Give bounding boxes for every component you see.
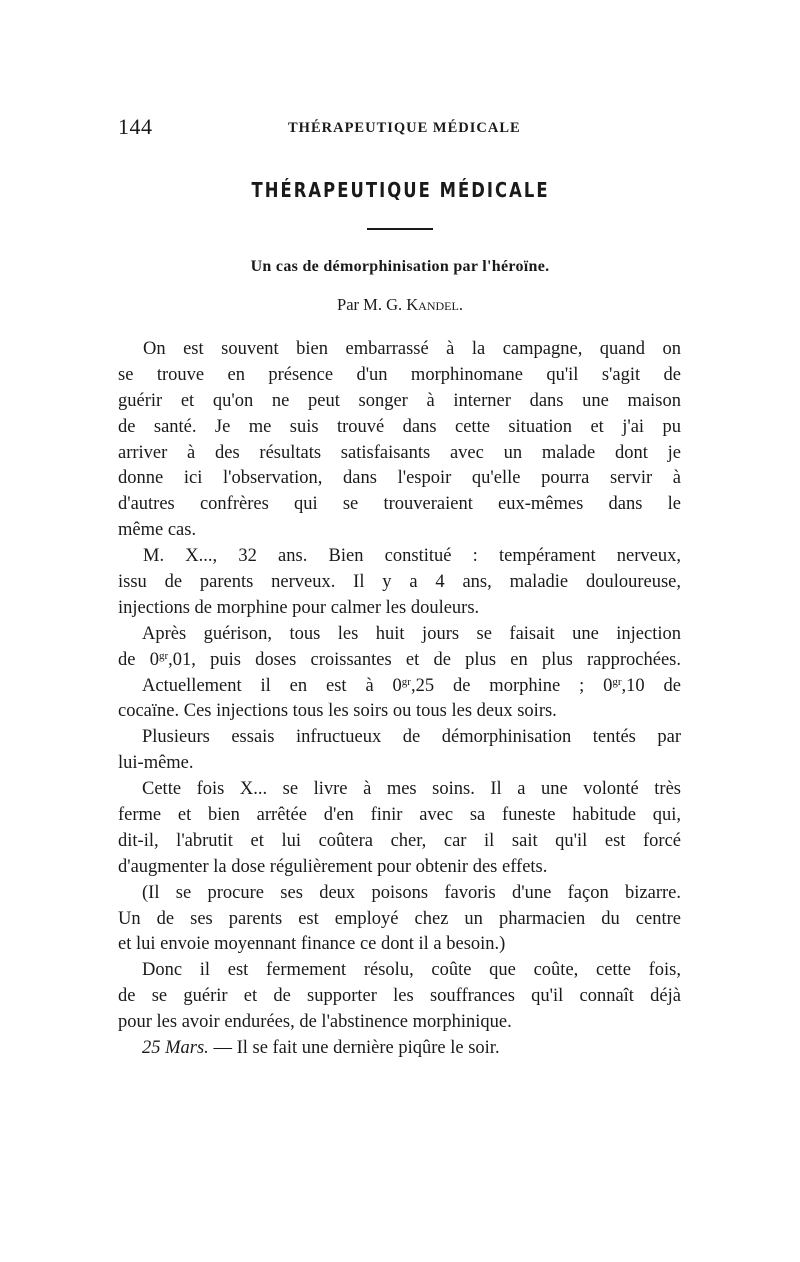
text-line [118,674,681,700]
text-line: pour les avoir endurées, de l'abstinence morphinique. [118,1012,512,1033]
text-line: arriver à des résultats satisfaisants avec un malade dont je [118,442,681,463]
text-line: Après guérison, tous les huit jours se faisait une injection [142,623,681,644]
article-title: Un cas de démorphinisation par l'héroïne. [250,258,550,275]
page-number: 144 [118,114,153,139]
text-line: Plusieurs essais infructueux de démorphinisation tentés par [142,727,681,748]
text-fragment: de 0 [118,649,159,670]
text-line: Un de ses parents est employé chez un pharmacien du centre [118,908,681,929]
text-line: issu de parents nerveux. Il y a 4 ans, maladie douloureuse, [118,572,681,593]
text-line: injections de morphine pour calmer les douleurs. [118,597,480,618]
text-line: (Il se procure ses deux poisons favoris d'une façon bizarre. [142,882,681,903]
text-line: Cette fois X... se livre à mes soins. Il a une volonté très [142,779,681,800]
byline-prefix: Par M. G. [337,295,407,314]
text-line: Donc il est fermement résolu, coûte que coûte, cette fois, [142,960,681,981]
text-line: de se guérir et de supporter les souffrances qu'il connaît déjà [118,986,681,1007]
text-line [118,1036,681,1062]
text-line: lui-même. [118,753,194,774]
text-line: ferme et bien arrêtée d'en finir avec sa funeste habitude qui, [118,805,681,826]
text-line: d'autres confrères qui se trouveraient eux-mêmes dans le [118,494,681,515]
text-fragment: ,10 de [621,675,681,696]
text-line: d'augmenter la dose régulièrement pour obtenir des effets. [118,856,548,877]
byline-author: Kandel. [406,295,463,314]
text-fragment: Actuellement il en est à 0 [142,675,402,696]
section-title: THÉRAPEUTIQUE MÉDICALE [251,178,550,202]
text-line: et lui envoie moyennant finance ce dont il a besoin.) [118,934,506,955]
text-line: dit-il, l'abrutit et lui coûtera cher, car il sait qu'il est forcé [118,830,681,851]
unit-superscript: gr [612,675,622,688]
text-line [118,648,681,674]
text-fragment: — Il se fait une dernière piqûre le soir. [208,1038,500,1059]
text-line: M. X..., 32 ans. Bien constitué : tempérament nerveux, [143,546,681,567]
text-line: même cas. [118,520,197,541]
text-line: guérir et qu'on ne peut songer à interner dans une maison [118,390,681,411]
text-line: On est souvent bien embarrassé à la campagne, quand on [143,339,681,359]
unit-superscript: gr [401,675,411,688]
text-line: donne ici l'observation, dans l'espoir qu'elle pourra servir à [118,468,681,489]
running-header [118,114,678,144]
article-body [118,337,681,1062]
unit-superscript: gr [158,649,169,662]
text-fragment: ,25 de morphine ; 0 [410,675,613,696]
title-rule [367,228,433,230]
entry-date: 25 Mars. [142,1038,209,1059]
running-title: THÉRAPEUTIQUE MÉDICALE [288,120,521,136]
text-line: de santé. Je me suis trouvé dans cette situation et j'ai pu [118,416,681,437]
text-fragment: ,01, puis doses croissantes et de plus en plus rapprochées. [168,649,681,670]
byline [0,295,800,315]
text-line: cocaïne. Ces injections tous les soirs ou tous les deux soirs. [118,701,557,722]
text-line: se trouve en présence d'un morphinomane qu'il s'agit de [118,364,681,385]
